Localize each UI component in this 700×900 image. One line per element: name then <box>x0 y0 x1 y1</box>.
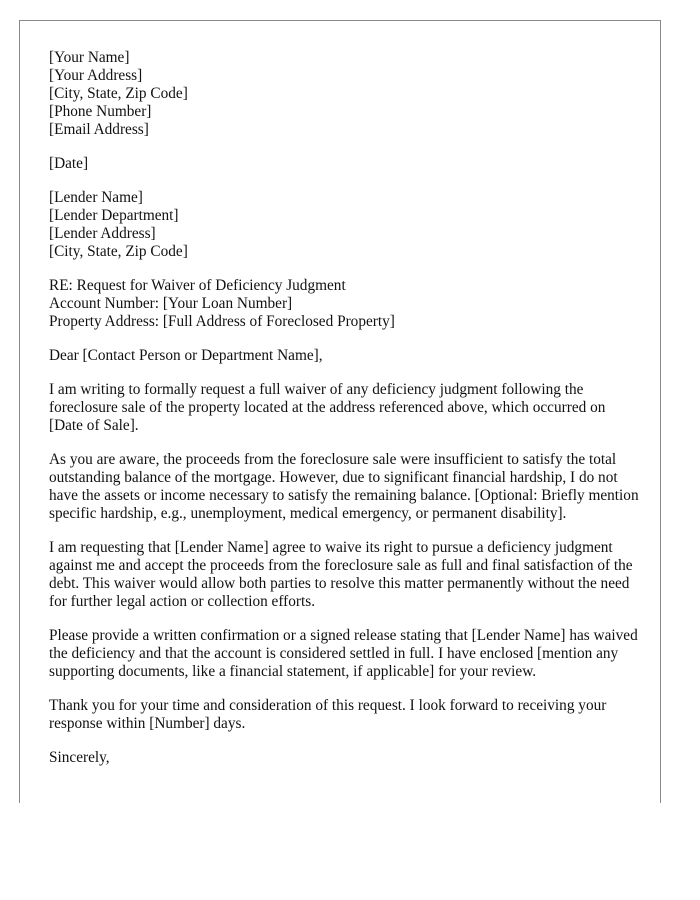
lender-city-state-zip: [City, State, Zip Code] <box>49 243 188 260</box>
paragraph-confirmation: Please provide a written confirmation or a signed release stating that [Lender Name] has waived the deficiency and that the account is considered settled in full. I have enclosed [mention any supporting documents, like a financial statement, if applicable] for your review. <box>49 627 638 680</box>
sender-address: [Your Address] <box>49 67 143 84</box>
paragraph-request: I am writing to formally request a full waiver of any deficiency judgment following the foreclosure sale of the property located at the address referenced above, which occurred on [Date of Sale]. <box>49 381 606 434</box>
lender-block <box>49 189 641 261</box>
paragraph-waiver: I am requesting that [Lender Name] agree to waive its right to pursue a deficiency judgment against me and accept the proceeds from the foreclosure sale as full and final satisfaction of the debt. This waiver would allow both parties to resolve this matter permanently without the need for further legal action or collection efforts. <box>49 539 633 610</box>
date-block <box>49 155 641 173</box>
lender-department: [Lender Department] <box>49 207 179 224</box>
sender-name: [Your Name] <box>49 49 130 66</box>
paragraph-thanks: Thank you for your time and consideration of this request. I look forward to receiving your response within [Number] days. <box>49 697 607 732</box>
reference-block <box>49 277 641 331</box>
sender-email: [Email Address] <box>49 121 149 138</box>
property-address-line: Property Address: [Full Address of Foreclosed Property] <box>49 313 395 330</box>
letter-body <box>49 49 641 783</box>
letter-page <box>19 20 661 803</box>
paragraph-hardship: As you are aware, the proceeds from the foreclosure sale were insufficient to satisfy the total outstanding balance of the mortgage. However, due to significant financial hardship, I do not have the assets or income necessary to satisfy the remaining balance. [Optional: Briefly mention specific hardship, e.g., unemployment, medical emergency, or permanent disability]. <box>49 451 639 522</box>
sender-block <box>49 49 641 139</box>
sender-phone: [Phone Number] <box>49 103 152 120</box>
account-number-line: Account Number: [Your Loan Number] <box>49 295 293 312</box>
re-line: RE: Request for Waiver of Deficiency Judgment <box>49 277 346 294</box>
closing: Sincerely, <box>49 749 110 766</box>
salutation: Dear [Contact Person or Department Name], <box>49 347 323 364</box>
sender-city-state-zip: [City, State, Zip Code] <box>49 85 188 102</box>
letter-date: [Date] <box>49 155 89 172</box>
lender-address: [Lender Address] <box>49 225 156 242</box>
lender-name: [Lender Name] <box>49 189 143 206</box>
